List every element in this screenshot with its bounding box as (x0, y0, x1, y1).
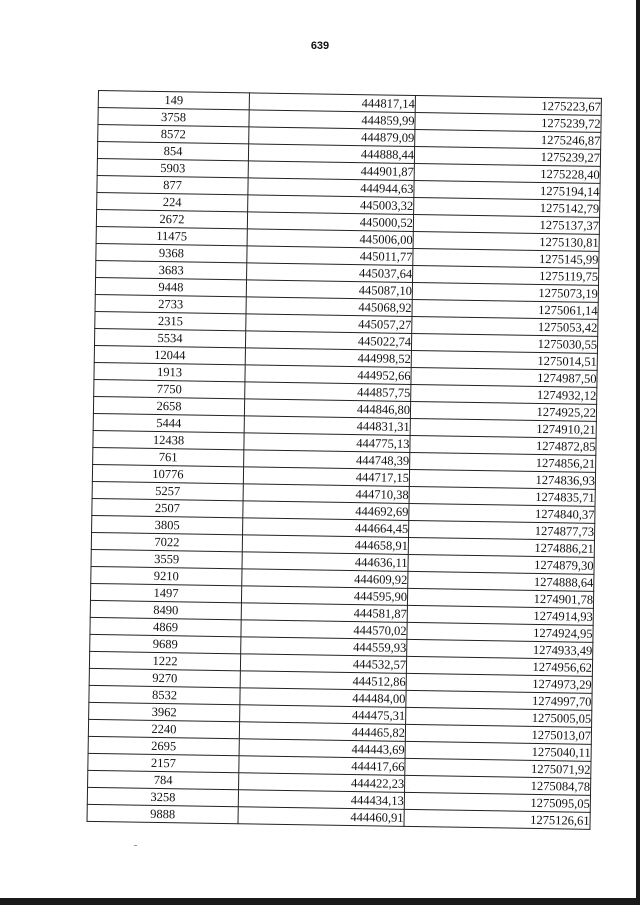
point-id-cell: 3805 (92, 515, 243, 534)
x-coordinate-cell: 445057,27 (246, 314, 412, 334)
y-coordinate-cell: 1275013,07 (405, 724, 591, 744)
x-coordinate-cell: 445068,92 (246, 297, 412, 317)
point-id-cell: 7022 (91, 532, 242, 551)
y-coordinate-cell: 1274901,78 (407, 588, 593, 608)
x-coordinate-cell: 444775,13 (244, 433, 410, 453)
x-coordinate-cell: 444944,63 (248, 178, 414, 198)
point-id-cell: 3559 (91, 549, 242, 568)
point-id-cell: 9888 (87, 804, 238, 823)
x-coordinate-cell: 444998,52 (245, 348, 411, 368)
y-coordinate-cell: 1274933,49 (407, 639, 593, 659)
point-id-cell: 2157 (88, 753, 239, 772)
point-id-cell: 9448 (95, 277, 246, 296)
point-id-cell: 3962 (89, 702, 240, 721)
y-coordinate-cell: 1275126,61 (404, 809, 590, 829)
x-coordinate-cell: 444609,92 (242, 569, 408, 589)
point-id-cell: 9270 (89, 668, 240, 687)
x-coordinate-cell: 444717,15 (243, 467, 409, 487)
y-coordinate-cell: 1275040,11 (405, 741, 591, 761)
point-id-cell: 9689 (90, 634, 241, 653)
y-coordinate-cell: 1275194,14 (414, 180, 600, 200)
y-coordinate-cell: 1275246,87 (415, 129, 601, 149)
x-coordinate-cell: 444422,23 (239, 773, 405, 793)
y-coordinate-cell: 1274910,21 (410, 418, 596, 438)
y-coordinate-cell: 1275142,79 (414, 197, 600, 217)
point-id-cell: 5444 (93, 413, 244, 432)
x-coordinate-cell: 444465,82 (239, 722, 405, 742)
x-coordinate-cell: 444879,09 (249, 127, 415, 147)
y-coordinate-cell: 1275137,37 (413, 214, 599, 234)
point-id-cell: 9368 (96, 243, 247, 262)
point-id-cell: 10776 (92, 464, 243, 483)
x-coordinate-cell: 444636,11 (242, 552, 408, 572)
y-coordinate-cell: 1275119,75 (413, 265, 599, 285)
point-id-cell: 11475 (96, 226, 247, 245)
x-coordinate-cell: 444443,69 (239, 739, 405, 759)
point-id-cell: 8490 (90, 600, 241, 619)
x-coordinate-cell: 444888,44 (248, 144, 414, 164)
x-coordinate-cell: 444831,31 (244, 416, 410, 436)
y-coordinate-cell: 1274888,64 (408, 571, 594, 591)
y-coordinate-cell: 1274914,93 (407, 605, 593, 625)
y-coordinate-cell: 1275239,72 (415, 112, 601, 132)
point-id-cell: 2695 (88, 736, 239, 755)
point-id-cell: 3683 (96, 260, 247, 279)
point-id-cell: 2507 (92, 498, 243, 517)
x-coordinate-cell: 445087,10 (246, 280, 412, 300)
y-coordinate-cell: 1275145,99 (413, 248, 599, 268)
y-coordinate-cell: 1274835,71 (409, 486, 595, 506)
x-coordinate-cell: 444817,14 (249, 93, 415, 113)
x-coordinate-cell: 444857,75 (245, 382, 411, 402)
point-id-cell: 3758 (98, 108, 249, 127)
x-coordinate-cell: 444460,91 (238, 807, 404, 827)
point-id-cell: 761 (93, 447, 244, 466)
y-coordinate-cell: 1275014,51 (411, 350, 597, 370)
x-coordinate-cell: 444901,87 (248, 161, 414, 181)
point-id-cell: 3258 (87, 787, 238, 806)
point-id-cell: 12438 (93, 430, 244, 449)
x-coordinate-cell: 445003,32 (248, 195, 414, 215)
y-coordinate-cell: 1274956,62 (406, 656, 592, 676)
point-id-cell: 5903 (97, 158, 248, 177)
x-coordinate-cell: 445011,77 (247, 246, 413, 266)
x-coordinate-cell: 444846,80 (244, 399, 410, 419)
y-coordinate-cell: 1274987,50 (411, 367, 597, 387)
x-coordinate-cell: 444475,31 (240, 705, 406, 725)
y-coordinate-cell: 1274925,22 (410, 401, 596, 421)
point-id-cell: 5257 (92, 481, 243, 500)
scan-edge-bottom (0, 898, 640, 905)
x-coordinate-cell: 444570,02 (241, 620, 407, 640)
point-id-cell: 1222 (89, 651, 240, 670)
x-coordinate-cell: 444748,39 (244, 450, 410, 470)
y-coordinate-cell: 1275030,55 (411, 333, 597, 353)
y-coordinate-cell: 1275071,92 (405, 758, 591, 778)
coordinates-table-body (87, 91, 601, 830)
point-id-cell: 2315 (95, 311, 246, 330)
point-id-cell: 784 (88, 770, 239, 789)
y-coordinate-cell: 1274924,95 (407, 622, 593, 642)
point-id-cell: 9210 (91, 566, 242, 585)
point-id-cell: 7750 (94, 379, 245, 398)
y-coordinate-cell: 1275005,05 (406, 707, 592, 727)
y-coordinate-cell: 1274856,21 (410, 452, 596, 472)
x-coordinate-cell: 444692,69 (243, 501, 409, 521)
point-id-cell: 1913 (94, 362, 245, 381)
x-coordinate-cell: 444581,87 (241, 603, 407, 623)
y-coordinate-cell: 1274886,21 (408, 537, 594, 557)
y-coordinate-cell: 1274836,93 (409, 469, 595, 489)
x-coordinate-cell: 444859,99 (249, 110, 415, 130)
x-coordinate-cell: 444484,00 (240, 688, 406, 708)
coordinates-table-wrapper (87, 90, 601, 830)
y-coordinate-cell: 1274932,12 (411, 384, 597, 404)
point-id-cell: 854 (97, 142, 248, 161)
x-coordinate-cell: 444559,93 (241, 637, 407, 657)
point-id-cell: 1497 (90, 583, 241, 602)
x-coordinate-cell: 445022,74 (245, 331, 411, 351)
point-id-cell: 2672 (96, 209, 247, 228)
y-coordinate-cell: 1275053,42 (412, 316, 598, 336)
point-id-cell: 8572 (98, 125, 249, 144)
x-coordinate-cell: 444658,91 (242, 535, 408, 555)
point-id-cell: 2733 (95, 294, 246, 313)
y-coordinate-cell: 1274840,37 (409, 503, 595, 523)
y-coordinate-cell: 1274879,30 (408, 554, 594, 574)
point-id-cell: 5534 (94, 328, 245, 347)
y-coordinate-cell: 1274877,73 (409, 520, 595, 540)
y-coordinate-cell: 1274997,70 (406, 690, 592, 710)
y-coordinate-cell: 1275095,05 (404, 792, 590, 812)
y-coordinate-cell: 1274973,29 (406, 673, 592, 693)
x-coordinate-cell: 445037,64 (247, 263, 413, 283)
x-coordinate-cell: 445000,52 (247, 212, 413, 232)
point-id-cell: 8532 (89, 685, 240, 704)
point-id-cell: 149 (98, 91, 249, 110)
point-id-cell: 2240 (88, 719, 239, 738)
x-coordinate-cell: 444417,66 (239, 756, 405, 776)
y-coordinate-cell: 1275061,14 (412, 299, 598, 319)
x-coordinate-cell: 444595,90 (241, 586, 407, 606)
point-id-cell: 4869 (90, 617, 241, 636)
point-id-cell: 877 (97, 175, 248, 194)
x-coordinate-cell: 444532,57 (240, 654, 406, 674)
y-coordinate-cell: 1274872,85 (410, 435, 596, 455)
point-id-cell: 2658 (93, 396, 244, 415)
coordinates-table (87, 90, 602, 830)
page-number: 639 (310, 40, 330, 52)
x-coordinate-cell: 445006,00 (247, 229, 413, 249)
x-coordinate-cell: 444952,66 (245, 365, 411, 385)
x-coordinate-cell: 444434,13 (238, 790, 404, 810)
point-id-cell: 224 (97, 192, 248, 211)
scan-edge-right (636, 0, 640, 905)
x-coordinate-cell: 444664,45 (243, 518, 409, 538)
y-coordinate-cell: 1275130,81 (413, 231, 599, 251)
y-coordinate-cell: 1275239,27 (414, 146, 600, 166)
y-coordinate-cell: 1275228,40 (414, 163, 600, 183)
scan-speck (134, 845, 137, 846)
y-coordinate-cell: 1275073,19 (412, 282, 598, 302)
x-coordinate-cell: 444710,38 (243, 484, 409, 504)
x-coordinate-cell: 444512,86 (240, 671, 406, 691)
y-coordinate-cell: 1275223,67 (415, 95, 601, 115)
y-coordinate-cell: 1275084,78 (405, 775, 591, 795)
point-id-cell: 12044 (94, 345, 245, 364)
